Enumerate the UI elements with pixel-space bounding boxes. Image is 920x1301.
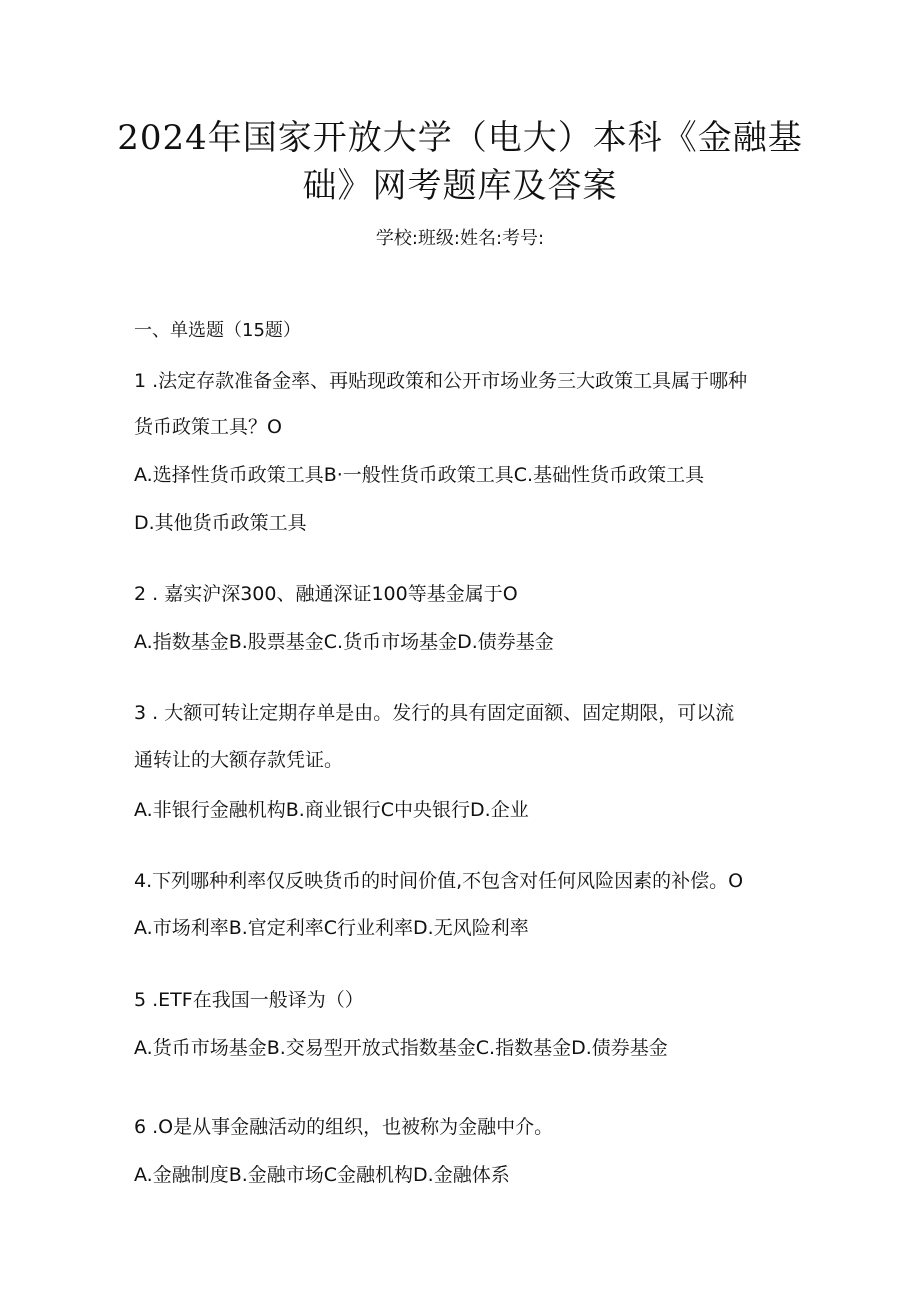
question-3-stem-line-2: 通转让的大额存款凭证。 [134,749,344,771]
student-info-line: 学校:班级:姓名:考号: [375,228,545,249]
question-1-stem-line-1: 1 .法定存款准备金率、再贴现政策和公开市场业务三大政策工具属于哪种 [134,370,748,392]
question-3-options: A.非银行金融机构B.商业银行C中央银行D.企业 [134,799,529,821]
question-2-options: A.指数基金B.股票基金C.货币市场基金D.债券基金 [134,631,554,653]
question-3-stem-line-1: 3 . 大额可转让定期存单是由。发行的具有固定面额、固定期限，可以流 [134,702,735,724]
question-1-options-line-2: D.其他货币政策工具 [134,512,307,534]
question-5-stem: 5 .ETF在我国一般译为（） [134,989,364,1011]
question-1-options-line-1: A.选择性货币政策工具B·一般性货币政策工具C.基础性货币政策工具 [134,464,705,486]
question-1-stem-line-2: 货币政策工具？O [134,416,282,438]
question-4-options: A.市场利率B.官定利率C行业利率D.无风险利率 [134,917,529,939]
question-6-stem: 6 .O是从事金融活动的组织，也被称为金融中介。 [134,1116,554,1138]
document-title-line-1: 2024年国家开放大学（电大）本科《金融基 [117,118,803,158]
question-4-stem: 4.下列哪种利率仅反映货币的时间价值,不包含对任何风险因素的补偿。O [134,870,744,892]
section-heading: 一、单选题（15题） [134,320,301,341]
question-6-options: A.金融制度B.金融市场C金融机构D.金融体系 [134,1164,510,1186]
question-5-options: A.货币市场基金B.交易型开放式指数基金C.指数基金D.债券基金 [134,1037,668,1059]
question-2-stem: 2 . 嘉实沪深300、融通深证100等基金属于O [134,583,518,605]
document-title-line-2: 础》网考题库及答案 [302,166,618,206]
